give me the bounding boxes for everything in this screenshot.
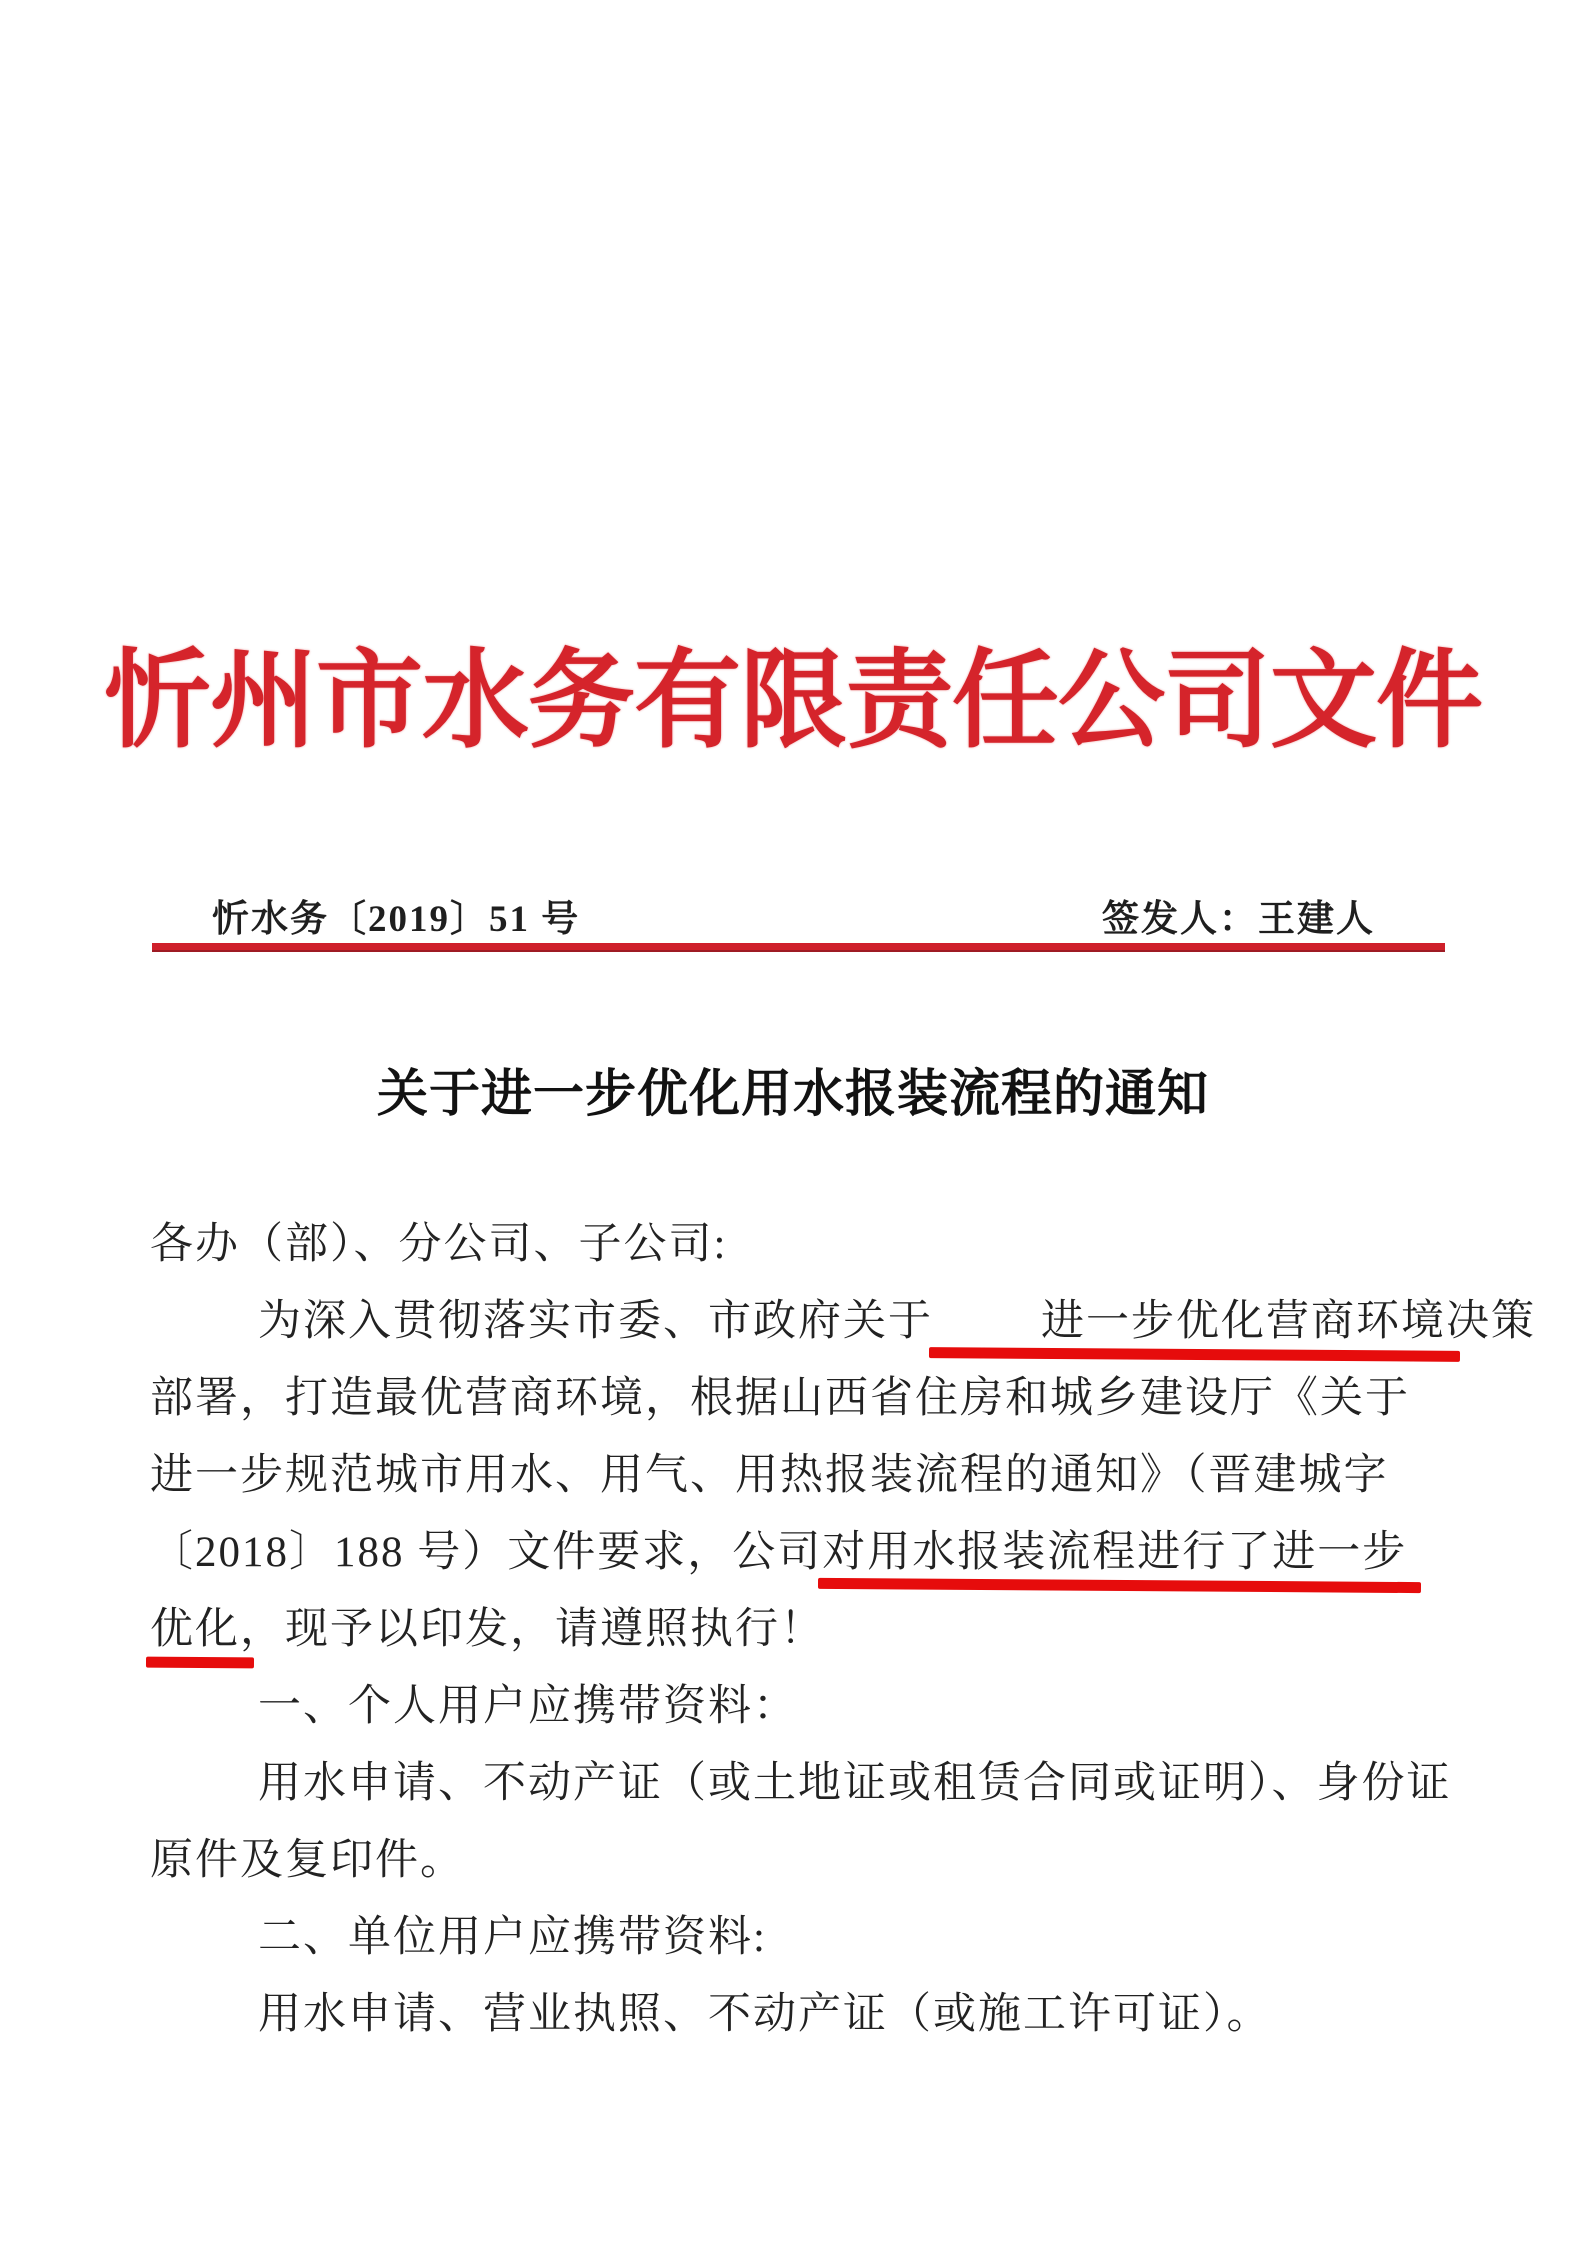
body-text-line — [150, 1437, 1460, 1514]
red-underline-annotation: 优化 — [150, 1591, 240, 1668]
body-text-line — [150, 1668, 1460, 1745]
body-text-segment: 各办（部）、分公司、子公司: — [150, 1221, 728, 1268]
body-text-segment: 二、单位用户应携带资料: — [258, 1914, 767, 1961]
body-text-segment: 决策 — [1446, 1298, 1536, 1345]
body-text-line — [150, 1283, 1536, 1360]
body-text-line — [150, 1591, 1460, 1668]
body-text-segment: ，现予以印发，请遵照执行！ — [240, 1606, 825, 1653]
masthead-title: 忻州市水务有限责任公司文件 — [103, 643, 1482, 761]
body-text-segment: 原件及复印件。 — [150, 1837, 465, 1884]
red-divider-line — [152, 943, 1445, 952]
doc-number-row — [150, 888, 1445, 942]
red-underline-annotation: 对用水报装流程进行了进一步 — [822, 1514, 1407, 1591]
doc-number: 忻水务〔2019〕51 号 — [212, 899, 581, 940]
body-text-segment: 用水申请、不动产证（或土地证或租赁合同或证明）、身份证 — [258, 1760, 1452, 1807]
red-underline-annotation: 进一步优化营商环境 — [933, 1283, 1446, 1360]
body-text-segment: 〔2018〕188 号）文件要求，公司 — [150, 1529, 823, 1576]
issuer-name: 签发人：王建人 — [1102, 899, 1375, 940]
body-text-line — [150, 1514, 1460, 1591]
body-text-line — [150, 1899, 1460, 1976]
body-text-line — [150, 1745, 1460, 1822]
body-text-line — [150, 1822, 1460, 1899]
body-text-line — [150, 1206, 1460, 1283]
body-text-line — [150, 1976, 1460, 2053]
body-text-segment: 用水申请、营业执照、不动产证（或施工许可证）。 — [258, 1991, 1272, 2038]
body-text-line — [150, 1360, 1460, 1437]
body-text-segment: 一、个人用户应携带资料： — [258, 1683, 798, 1730]
body-text-segment: 进一步规范城市用水、用气、用热报装流程的通知》（晋建城字 — [150, 1452, 1389, 1499]
document-body — [150, 1206, 1536, 2053]
body-text-segment: 为深入贯彻落实市委、市政府关于 — [258, 1298, 933, 1345]
body-text-segment: 部署，打造最优营商环境，根据山西省住房和城乡建设厅《关于 — [150, 1375, 1410, 1422]
notice-title: 关于进一步优化用水报装流程的通知 — [376, 1065, 1209, 1124]
